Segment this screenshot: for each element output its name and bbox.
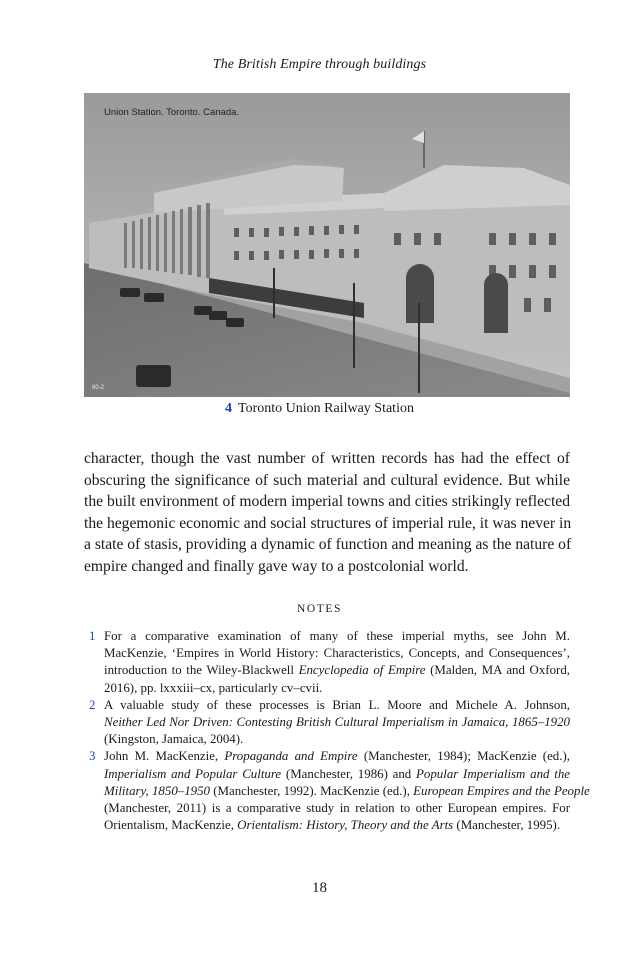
body-line: character, though the vast number of written records has had the effect of bbox=[84, 450, 570, 467]
note-line: A valuable study of these processes is Brian L. Moore and Michele A. Johnson, bbox=[104, 697, 570, 712]
note-line: (Manchester, 2011) is a comparative study in relation to other European empires. For bbox=[104, 801, 570, 816]
photo-label: Union Station. Toronto. Canada. bbox=[104, 107, 240, 118]
note-1 bbox=[84, 628, 570, 697]
note-line: Imperialism and Popular Culture (Manchester, 1986) and Popular Imperialism and the bbox=[104, 766, 570, 781]
note-3 bbox=[84, 748, 590, 834]
figure-photo bbox=[84, 93, 570, 397]
union-station-photo bbox=[84, 93, 570, 397]
notes-heading: NOTES bbox=[296, 603, 343, 615]
note-line: For a comparative examination of many of these imperial myths, see John M. bbox=[104, 629, 570, 643]
note-line: (Kingston, Jamaica, 2004). bbox=[104, 732, 244, 747]
note-line: introduction to the Wiley-Blackwell Encyclopedia of Empire (Malden, MA and Oxford, bbox=[104, 663, 571, 678]
note-line: Military, 1850–1950 (Manchester, 1992). MacKenzie (ed.), European Empires and the People bbox=[104, 783, 590, 798]
figure-caption bbox=[0, 401, 639, 417]
photo-corner-mark: 80-2 bbox=[92, 385, 105, 391]
note-line: Orientalism, MacKenzie, Orientalism: History, Theory and the Arts (Manchester, 1995). bbox=[104, 818, 561, 833]
figure-caption-text: Toronto Union Railway Station bbox=[238, 401, 414, 416]
note-number[interactable]: 1 bbox=[89, 629, 96, 643]
running-head: The British Empire through buildings bbox=[212, 57, 427, 72]
note-line: Neither Led Nor Driven: Contesting British Cultural Imperialism in Jamaica, 1865–1920 bbox=[104, 715, 570, 730]
body-line: the built environment of modern imperial towns and cities strikingly reflected bbox=[84, 493, 570, 511]
figure-number: 4 bbox=[225, 401, 233, 416]
body-line: the hegemonic economic and social structures of imperial rule, it was never in bbox=[84, 514, 572, 532]
page-number: 18 bbox=[312, 880, 327, 896]
body-line: a state of stasis, providing a dynamic of function and meaning as the nature of bbox=[84, 536, 572, 554]
body-line: empire changed and finally gave way to a postcolonial world. bbox=[84, 557, 469, 575]
notes-list bbox=[84, 628, 590, 834]
note-number[interactable]: 2 bbox=[89, 697, 96, 712]
body-line: obscuring the significance of such material and cultural evidence. But while bbox=[84, 471, 570, 489]
note-line: 2016), pp. lxxxiii–cx, particularly cv–cvii. bbox=[104, 680, 323, 695]
note-line: MacKenzie, ‘Empires in World History: Characteristics, Concepts, and Consequences’, bbox=[104, 646, 570, 661]
note-2 bbox=[84, 697, 570, 749]
note-number[interactable]: 3 bbox=[89, 749, 96, 764]
note-line: John M. MacKenzie, Propaganda and Empire (Manchester, 1984); MacKenzie (ed.), bbox=[104, 749, 570, 764]
body-paragraph bbox=[84, 448, 570, 578]
